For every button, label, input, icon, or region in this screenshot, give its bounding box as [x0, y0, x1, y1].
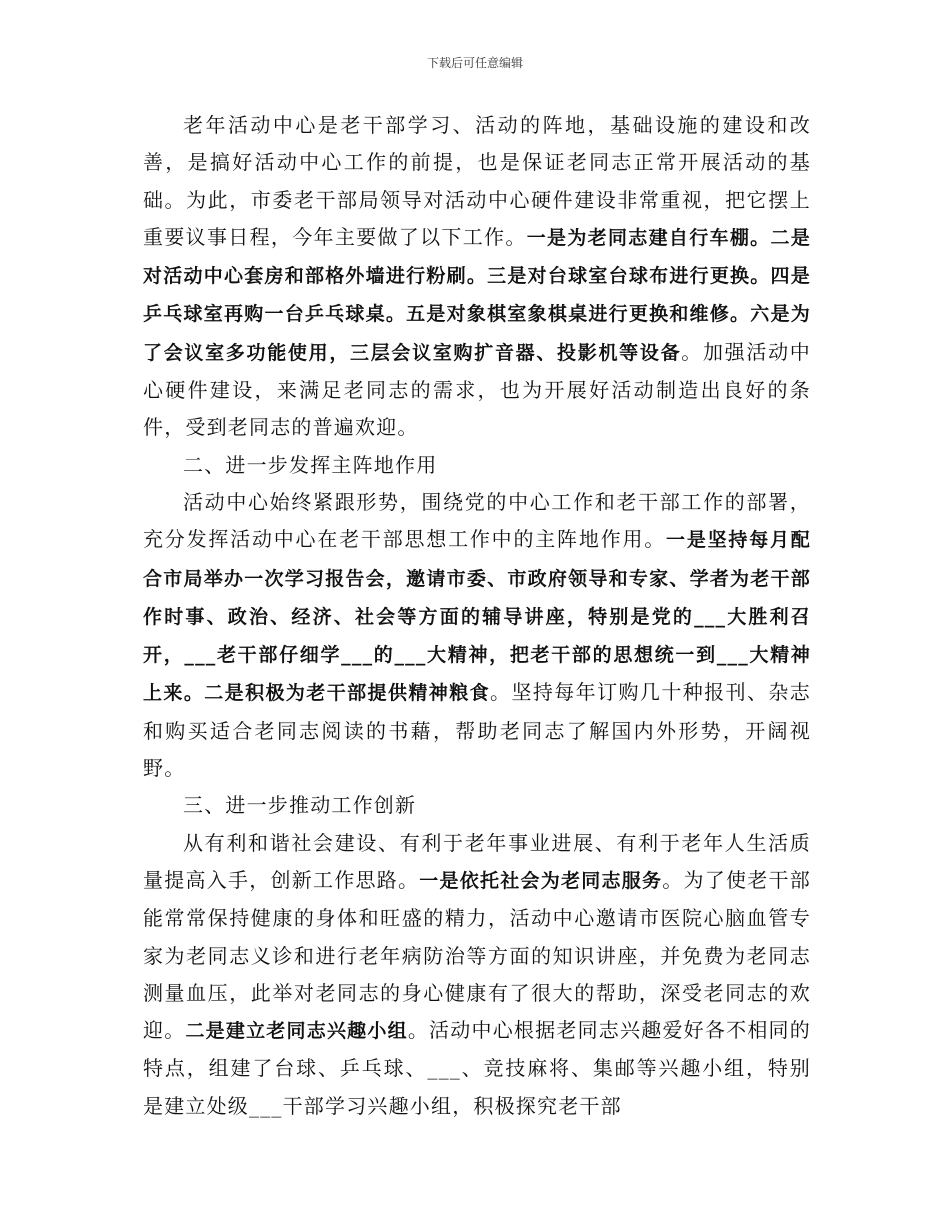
paragraph-facilities	[143, 107, 811, 447]
paragraph-text: 。加强活动中心硬件建设，来满足老同志的需求，也为开展好活动制造出良好的条件，受到老同志的普遍欢迎。	[143, 339, 811, 440]
paragraph-text: 老年活动中心是老干部学习、活动的阵地，基础设施的建设和改善，是搞好活动中心工作的前提，也是保证老同志正常开展活动的基础。为此，市委老干部局领导对活动中心硬件建设非常重视，把它摆上重要议事日程，今年主要做了以下工作。	[143, 113, 811, 249]
paragraph-main-position	[143, 484, 811, 787]
paragraph-text: 从有利和谐社会建设、有利于老年事业进展、有利于老年人生活质量提高入手，创新工作思路。	[143, 830, 811, 892]
paragraph-text: 。坚持每年订购几十种报刊、杂志和购买适合老同志阅读的书藉，帮助老同志了解国内外形势，开阔视野。	[143, 680, 812, 781]
section-heading-2	[143, 447, 811, 484]
section-heading-text: 三、进一步推动工作创新	[183, 793, 417, 818]
section-heading-3	[143, 787, 811, 824]
paragraph-text: 。为了使老干部能常常保持健康的身体和旺盛的精力，活动中心邀请市医院心脑血管专家为老同志义诊和进行老年病防治等方面的知识讲座，并免费为老同志测量血压，此举对老同志的身心健康有了很大的帮助，深受老同志的欢迎。	[143, 867, 811, 1043]
section-heading-text: 二、进一步发挥主阵地作用	[183, 452, 438, 477]
paragraph-text: 活动中心始终紧跟形势，围绕党的中心工作和老干部工作的部署，充分发挥活动中心在老干部思想工作中的主阵地作用。	[143, 489, 811, 552]
paragraph-text: 。活动中心根据老同志兴趣爱好各不相同的特点，组建了台球、乒乓球、___、竞技麻将、集邮等兴趣小组，特别是建立处级___干部学习兴趣小组，积极探究老干部	[143, 1018, 811, 1118]
paragraph-bold-text: 一是为老同志建自行车棚。二是对活动中心套房和部格外墙进行粉刷。三是对台球室台球布进行更换。四是乒乓球室再购一台乒乓球桌。五是对象棋室象棋桌进行更换和维修。	[143, 226, 811, 326]
paragraph-bold-text: 六是为了会议室多功能使用，三层会议室购扩音器、投影机等设备	[143, 303, 811, 364]
paragraph-bold-text: 二是建立老同志兴趣小组	[185, 1020, 408, 1043]
paragraph-bold-text: 一是依托社会为老同志服务	[419, 869, 663, 892]
paragraph-innovation	[143, 825, 811, 1125]
paragraph-bold-text: 一是坚持每月配合市局举办一次学习报告会，邀请市委、市政府领导和专家、学者为老干部作时事、政治、经济、社会等方面的辅导讲座，特别是党的___大胜利召开，___老干部仔细学___的___大精神，把老干部的思想统一到___大精神上来。二是积极为老干部提供精神粮食	[143, 529, 811, 705]
page-header-note: 下载后可任意编辑	[426, 56, 523, 70]
document-body	[143, 107, 811, 1125]
